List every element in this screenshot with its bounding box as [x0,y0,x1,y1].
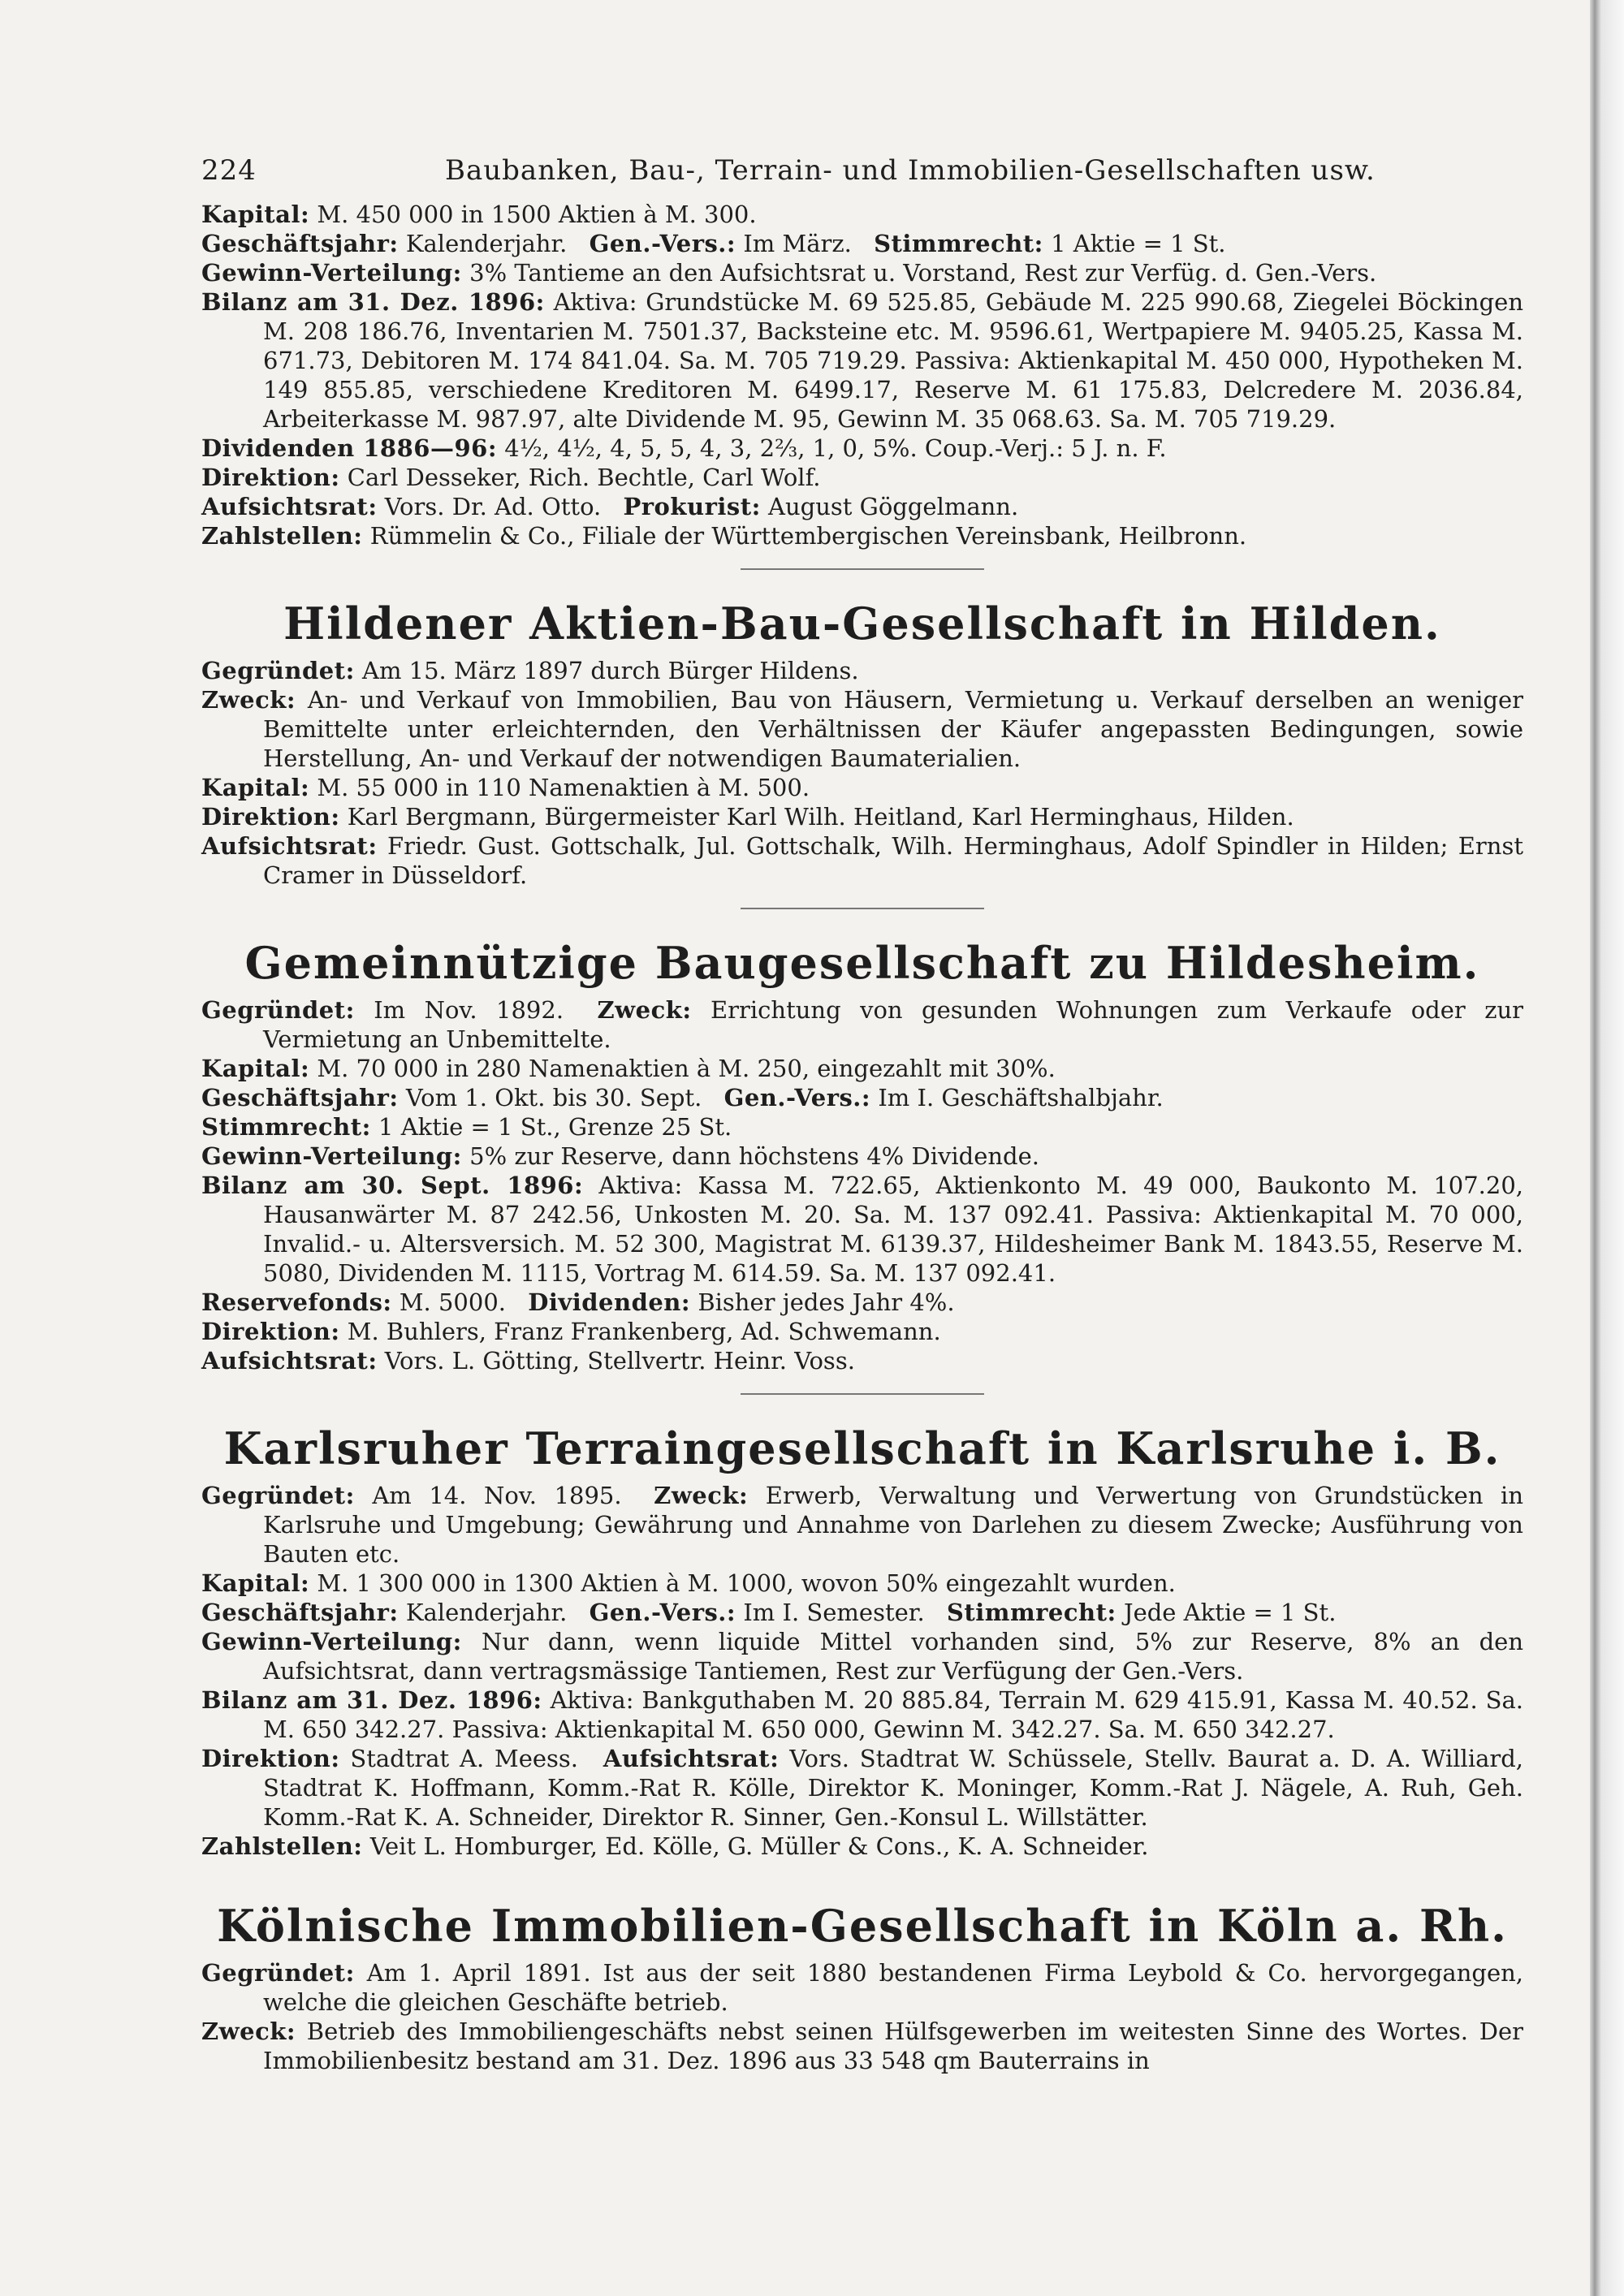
field-text: Vom 1. Okt. bis 30. Sept. [405,1084,702,1111]
entry-continued [201,200,1523,570]
field-gegruendet [201,656,1523,685]
field-kapital [201,1054,1523,1083]
field-aufsichtsrat [201,1346,1523,1375]
field-geschaeftsjahr [201,1598,1523,1627]
field-text: Nur dann, wenn liquide Mittel vorhanden sind, 5% zur Reserve, 8% an den Aufsichtsrat, dann vertragsmässige Tantiemen, Rest zur Verfügung der Gen.-Vers. [263,1628,1524,1685]
field-label: Zweck: [201,686,296,714]
field-label: Stimmrecht: [946,1599,1116,1626]
field-text: M. 450 000 in 1500 Aktien à M. 300. [317,201,757,228]
field-zweck [201,2017,1523,2075]
field-text: Stadtrat A. Meess. [350,1745,579,1772]
field-text: Aktiva: Grundstücke M. 69 525.85, Gebäude M. 225 990.68, Ziegelei Böckingen M. 208 186.76, Inventarien M. 7501.37, Backsteine etc. M. 9596.61, Wertpapiere M. 9405.25, Kassa M. 671.73, Debitoren M. 174 841.04. Sa. M. 705 719.29. Passiva: Aktienkapital M. 450 000, Hypotheken M. 149 855.85, verschiedene Kreditoren M. 6499.17, Reserve M. 61 175.83, Delcredere M. 2036.84, Arbeiterkasse M. 987.97, alte Dividende M. 95, Gewinn M. 35 068.63. Sa. M. 705 719.29. [263,288,1524,433]
page-content [201,122,1523,2075]
field-text: 3% Tantieme an den Aufsichtsrat u. Vorstand, Rest zur Verfüg. d. Gen.-Vers. [469,259,1377,287]
field-label: Bilanz am 31. Dez. 1896: [201,288,545,316]
field-text: M. Buhlers, Franz Frankenberg, Ad. Schwemann. [347,1318,941,1345]
field-direktion [201,1317,1523,1346]
field-dividenden [201,434,1523,463]
field-label: Gen.-Vers.: [589,230,736,257]
field-text: Jede Aktie = 1 St. [1123,1599,1337,1626]
entry-title: Kölnische Immobilien-Gesellschaft in Köln a. Rh. [217,1900,1508,1952]
field-label: Gegründet: [201,996,355,1024]
field-label: Gegründet: [201,1482,355,1509]
field-gegruendet [201,995,1523,1054]
section-divider [741,908,984,909]
field-label: Kapital: [201,1569,310,1597]
field-bilanz [201,1171,1523,1288]
entry-koelnische [201,1893,1523,2075]
page-header [201,122,1523,187]
field-label: Gegründet: [201,1959,355,1987]
field-text: Vors. L. Götting, Stellvertr. Heinr. Voss. [384,1347,855,1375]
field-kapital [201,1569,1523,1598]
field-label: Direktion: [201,464,340,491]
field-label: Stimmrecht: [201,1113,371,1141]
field-text: Im I. Geschäftshalbjahr. [878,1084,1164,1111]
field-direktion [201,463,1523,492]
field-text: Erwerb, Verwaltung und Verwertung von Grundstücken in Karlsruhe und Umgebung; Gewährung und Annahme von Darlehen zu diesem Zwecke; Ausführung von Bauten etc. [263,1482,1524,1568]
field-label: Gegründet: [201,657,355,684]
field-text: Im März. [743,230,852,257]
field-text: An- und Verkauf von Immobilien, Bau von Häusern, Vermietung u. Verkauf derselben an weniger Bemittelte unter erleichternden, den Verhältnissen der Käufer angepassten Bedingungen, sowie Herstellung, An- und Verkauf der notwendigen Baumaterialien. [263,686,1524,772]
field-label: Dividenden 1886—96: [201,434,498,462]
field-zahlstellen [201,521,1523,550]
field-text: M. 70 000 in 280 Namenaktien à M. 250, eingezahlt mit 30%. [317,1055,1056,1082]
field-label: Reservefonds: [201,1288,392,1316]
field-label: Aufsichtsrat: [603,1745,780,1772]
field-aufsichtsrat [201,492,1523,521]
field-bilanz [201,287,1523,434]
entry-hildener [201,591,1523,909]
field-aufsichtsrat [201,831,1523,890]
field-label: Zahlstellen: [201,1832,363,1860]
field-text: M. 1 300 000 in 1300 Aktien à M. 1000, wovon 50% eingezahlt wurden. [317,1569,1176,1597]
field-gewinn-verteilung [201,1627,1523,1685]
field-stimmrecht [201,1112,1523,1142]
field-label: Bilanz am 31. Dez. 1896: [201,1686,542,1714]
field-geschaeftsjahr [201,229,1523,258]
field-text: Am 1. April 1891. Ist aus der seit 1880 bestandenen Firma Leybold & Co. hervorgegangen, welche die gleichen Geschäfte betrieb. [263,1959,1524,2016]
field-gegruendet [201,1958,1523,2017]
section-divider [741,1393,984,1395]
field-text: Aktiva: Kassa M. 722.65, Aktienkonto M. 49 000, Baukonto M. 107.20, Hausanwärter M. 87 242.56, Unkosten M. 20. Sa. M. 137 092.41. Passiva: Aktienkapital M. 70 000, Invalid.- u. Altersversich. M. 52 300, Magistrat M. 6139.37, Hildesheimer Bank M. 1843.55, Reserve M. 5080, Dividenden M. 1115, Vortrag M. 614.59. Sa. M. 137 092.41. [263,1172,1524,1287]
field-label: Kapital: [201,201,310,228]
field-geschaeftsjahr [201,1083,1523,1112]
entry-title: Gemeinnützige Baugesellschaft zu Hildesheim. [244,937,1480,989]
field-label: Kapital: [201,774,310,801]
field-label: Bilanz am 30. Sept. 1896: [201,1172,584,1199]
field-label: Direktion: [201,1318,340,1345]
field-text: Kalenderjahr. [405,230,568,257]
field-text: 4½, 4½, 4, 5, 5, 4, 3, 2⅔, 1, 0, 5%. Coup.-Verj.: 5 J. n. F. [504,434,1167,462]
field-label: Zweck: [201,2018,296,2045]
field-label: Zweck: [597,996,692,1024]
running-title: Baubanken, Bau-, Terrain- und Immobilien-Gesellschaften usw. [445,154,1376,187]
field-zahlstellen [201,1832,1523,1861]
field-text: 1 Aktie = 1 St. [1051,230,1226,257]
section-divider [741,568,984,570]
field-direktion [201,1744,1523,1832]
field-label: Direktion: [201,803,340,831]
field-label: Geschäftsjahr: [201,1084,399,1111]
field-gewinn-verteilung [201,1142,1523,1171]
field-label: Aufsichtsrat: [201,832,378,860]
field-label: Kapital: [201,1055,310,1082]
field-reservefonds [201,1288,1523,1317]
field-label: Dividenden: [528,1288,691,1316]
field-text: Vors. Dr. Ad. Otto. [384,493,602,520]
field-gegruendet [201,1481,1523,1569]
entry-hildesheim [201,930,1523,1395]
field-kapital [201,773,1523,802]
field-label: Aufsichtsrat: [201,1347,378,1375]
field-direktion [201,802,1523,831]
field-label: Gen.-Vers.: [589,1599,736,1626]
entry-karlsruhe [201,1416,1523,1861]
field-gewinn-verteilung [201,258,1523,287]
field-label: Gewinn-Verteilung: [201,1628,462,1655]
field-text: Aktiva: Bankguthaben M. 20 885.84, Terrain M. 629 415.91, Kassa M. 40.52. Sa. M. 650 342.27. Passiva: Aktienkapital M. 650 000, Gewinn M. 342.27. Sa. M. 650 342.27. [263,1686,1523,1743]
field-text: Kalenderjahr. [405,1599,568,1626]
field-text: Im I. Semester. [743,1599,925,1626]
field-text: Veit L. Homburger, Ed. Kölle, G. Müller & Cons., K. A. Schneider. [369,1832,1149,1860]
field-label: Zweck: [654,1482,749,1509]
field-text: Carl Desseker, Rich. Bechtle, Carl Wolf. [347,464,821,491]
field-label: Aufsichtsrat: [201,493,378,520]
field-label: Stimmrecht: [874,230,1043,257]
field-label: Geschäftsjahr: [201,1599,399,1626]
field-label: Direktion: [201,1745,340,1772]
field-text: August Göggelmann. [768,493,1019,520]
field-text: M. 55 000 in 110 Namenaktien à M. 500. [317,774,810,801]
field-label: Gewinn-Verteilung: [201,1142,462,1170]
field-text: Vors. Stadtrat W. Schüssele, Stellv. Baurat a. D. A. Williard, Stadtrat K. Hoffmann, Komm.-Rat R. Kölle, Direktor K. Moninger, Komm.-Rat J. Nägele, A. Ruh, Geh. Komm.-Rat K. A. Schneider, Direktor R. Sinner, Gen.-Konsul L. Willstätter. [263,1745,1524,1831]
page-number: 224 [201,154,257,187]
field-text: 1 Aktie = 1 St., Grenze 25 St. [378,1113,732,1141]
field-text: M. 5000. [399,1288,506,1316]
field-label: Gewinn-Verteilung: [201,259,462,287]
entry-title: Hildener Aktien-Bau-Gesellschaft in Hilden. [283,598,1441,650]
field-label: Geschäftsjahr: [201,230,399,257]
field-text: 5% zur Reserve, dann höchstens 4% Dividende. [469,1142,1039,1170]
field-text: Am 14. Nov. 1895. [372,1482,622,1509]
field-text: Betrieb des Immobiliengeschäfts nebst seinen Hülfsgewerben im weitesten Sinne des Wortes. Der Immobilienbesitz bestand am 31. Dez. 1896 aus 33 548 qm Bauterrains in [263,2018,1524,2074]
field-kapital [201,200,1523,229]
field-label: Prokurist: [623,493,761,520]
field-text: Friedr. Gust. Gottschalk, Jul. Gottschalk, Wilh. Herminghaus, Adolf Spindler in Hilden; Ernst Cramer in Düsseldorf. [263,832,1524,889]
field-text: Errichtung von gesunden Wohnungen zum Verkaufe oder zur Vermietung an Unbemittelte. [263,996,1524,1053]
page-edge-shadow [1590,0,1624,2296]
field-text: Bisher jedes Jahr 4%. [698,1288,955,1316]
field-text: Karl Bergmann, Bürgermeister Karl Wilh. Heitland, Karl Herminghaus, Hilden. [347,803,1294,831]
entry-title: Karlsruher Terraingesellschaft in Karlsruhe i. B. [223,1422,1501,1474]
field-text: Am 15. März 1897 durch Bürger Hildens. [362,657,859,684]
field-zweck [201,685,1523,773]
field-bilanz [201,1685,1523,1744]
field-text: Im Nov. 1892. [374,996,564,1024]
field-label: Zahlstellen: [201,522,363,550]
field-text: Rümmelin & Co., Filiale der Württembergischen Vereinsbank, Heilbronn. [369,522,1247,550]
field-label: Gen.-Vers.: [723,1084,871,1111]
